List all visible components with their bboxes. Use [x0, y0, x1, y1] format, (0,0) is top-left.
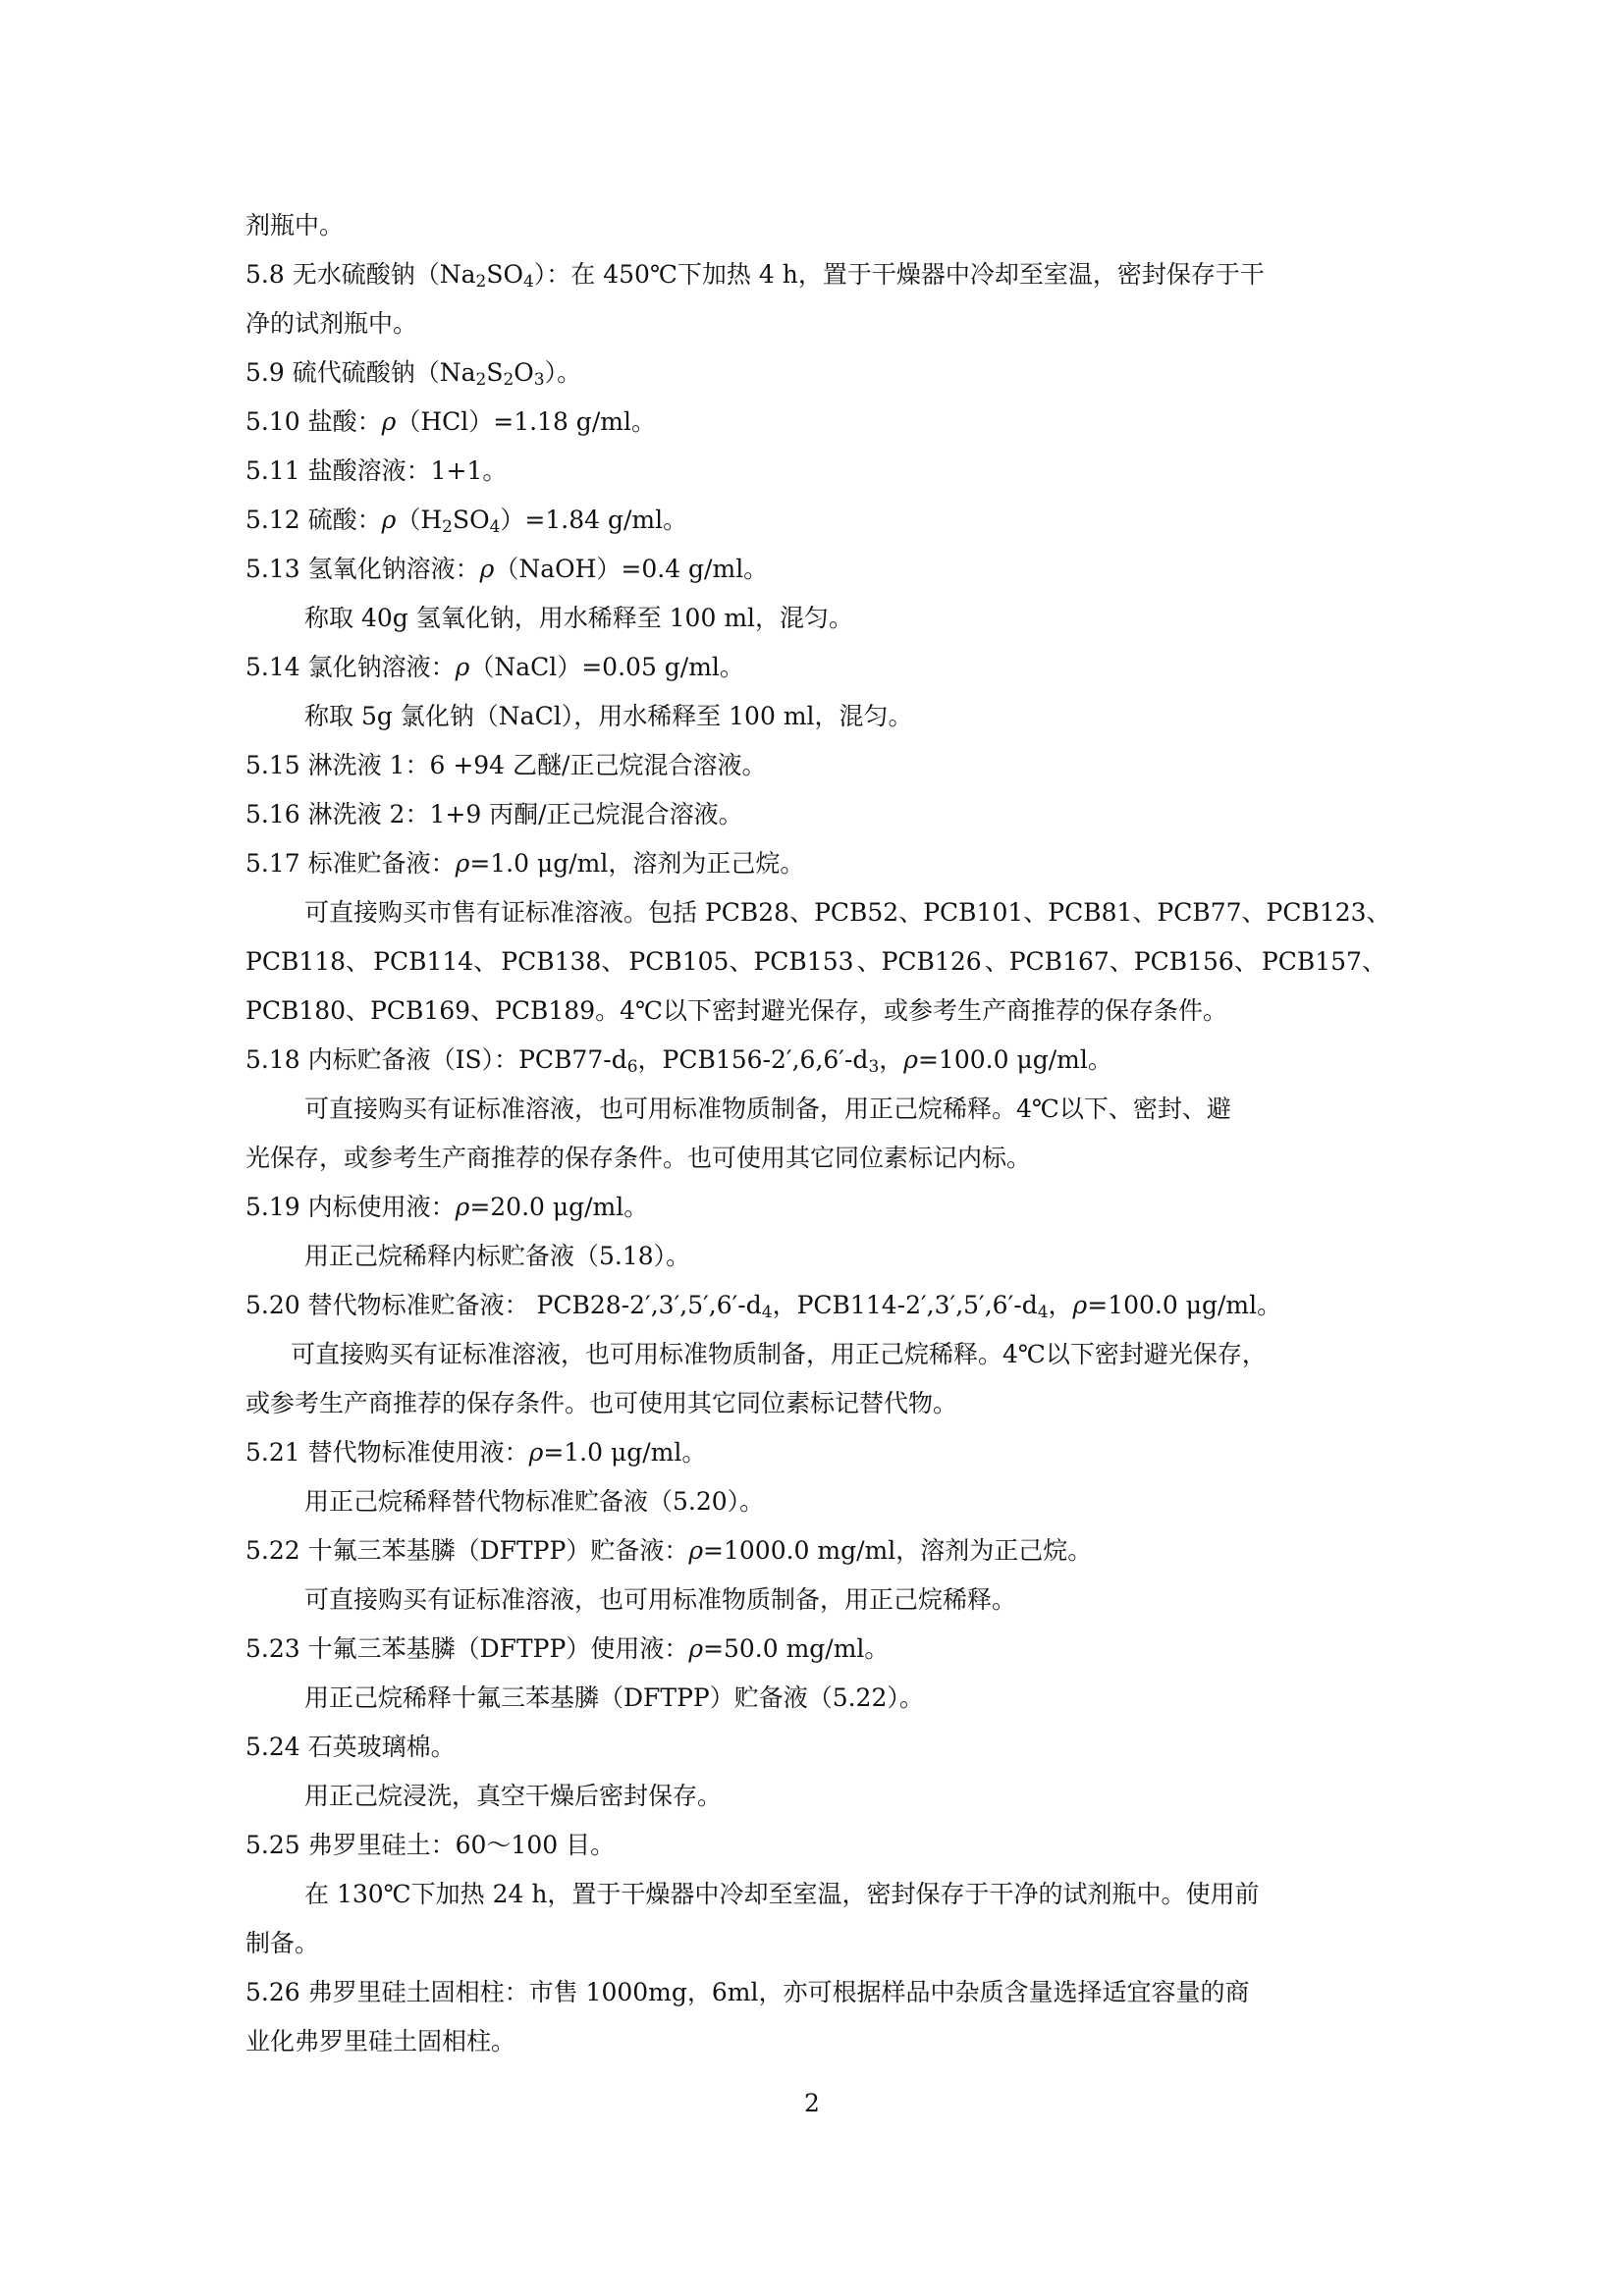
text-line: 业化弗罗里硅土固相柱。 — [245, 2027, 516, 2056]
pcb-list-line: PCB118、 PCB114、 PCB138、 PCB105、PCB153 、PCB126 、PCB167、PCB156、 PCB157、 — [245, 947, 1386, 976]
item-5-26: 5.26 弗罗里硅土固相柱：市售 1000mg，6ml，亦可根据样品中杂质含量选择适宜容量的商 — [245, 1978, 1250, 2006]
text-line: 用正己烷稀释替代物标准贮备液（5.20）。 — [304, 1487, 765, 1516]
text-line: 在 130℃下加热 24 h，置于干燥器中冷却至室温，密封保存于干净的试剂瓶中。使用前 — [304, 1880, 1260, 1908]
text-line: 光保存，或参考生产商推荐的保存条件。也可使用其它同位素标记内标。 — [245, 1144, 1032, 1172]
item-5-19: 5.19 内标使用液：ρ=20.0 μg/ml。 — [245, 1193, 649, 1221]
item-5-23: 5.23 十氟三苯基膦（DFTPP）使用液：ρ=50.0 mg/ml。 — [245, 1634, 890, 1663]
item-5-20: 5.20 替代物标准贮备液： $PCB28-2',3',5',6'-d_4$，$PCB114-2',3',5',6'-d_4$，ρ=100.0 μg/ml。 — [245, 1291, 1282, 1322]
text-line: 称取 5g 氯化钠（NaCl），用水稀释至 100 ml，混匀。 — [304, 702, 913, 730]
item-5-25: 5.25 弗罗里硅土：60～100 目。 — [245, 1831, 616, 1859]
item-5-17: 5.17 标准贮备液：ρ=1.0 μg/ml，溶剂为正己烷。 — [245, 849, 805, 878]
text-line: 净的试剂瓶中。 — [245, 309, 418, 338]
item-5-10: 5.10 盐酸：ρ（HCl）=1.18 g/ml。 — [245, 407, 656, 436]
item-5-15: 5.15 淋洗液 1：6 +94 乙醚/正己烷混合溶液。 — [245, 751, 767, 779]
item-5-8: 5.8 无水硫酸钠$(Na_2SO_4)$：在 450℃下加热 4 h，置于干燥器中冷却至室温，密封保存于干 — [245, 260, 1265, 292]
text-line: 用正己烷稀释十氟三苯基膦（DFTPP）贮备液（5.22）。 — [304, 1683, 924, 1712]
text-line: 可直接购买有证标准溶液，也可用标准物质制备，用正己烷稀释。4℃以下、密封、避 — [304, 1095, 1231, 1123]
text-line: 可直接购买有证标准溶液，也可用标准物质制备，用正己烷稀释。 — [304, 1585, 1017, 1614]
text-line: 或参考生产商推荐的保存条件。也可使用其它同位素标记替代物。 — [245, 1389, 958, 1417]
item-5-14: 5.14 氯化钠溶液：ρ（NaCl）=0.05 g/ml。 — [245, 653, 744, 681]
text-line: 用正己烷稀释内标贮备液（5.18）。 — [304, 1242, 691, 1270]
item-5-22: 5.22 十氟三苯基膦（DFTPP）贮备液：ρ=1000.0 mg/ml，溶剂为正己烷。 — [245, 1536, 1093, 1565]
item-5-21: 5.21 替代物标准使用液：ρ=1.0 μg/ml。 — [245, 1438, 707, 1467]
item-5-18: 5.18 内标贮备液（IS）：$PCB77-d_6$，$PCB156-2',6,6'-d_3$，ρ=100.0 μg/ml。 — [245, 1045, 1112, 1077]
item-5-24: 5.24 石英玻璃棉。 — [245, 1733, 456, 1761]
text-line: 可直接购买市售有证标准溶液。包括 PCB28、PCB52、PCB101、PCB81、PCB77、PCB123、 — [304, 898, 1391, 927]
item-5-16: 5.16 淋洗液 2：1+9 丙酮/正己烷混合溶液。 — [245, 800, 743, 828]
text-line: PCB180、PCB169、PCB189。4℃以下密封避光保存，或参考生产商推荐的保存条件。 — [245, 996, 1227, 1025]
item-5-13: 5.13 氢氧化钠溶液：ρ（NaOH）=0.4 g/ml。 — [245, 555, 769, 583]
text-line: 称取 40g 氢氧化钠，用水稀释至 100 ml，混匀。 — [304, 604, 854, 632]
text-line: 用正己烷浸洗，真空干燥后密封保存。 — [304, 1782, 723, 1810]
item-5-11: 5.11 盐酸溶液：1+1。 — [245, 456, 508, 485]
item-5-9: 5.9 硫代硫酸钠$(Na_2S_2O_3)$。 — [245, 358, 582, 390]
item-5-12: 5.12 硫酸：$\rho(H_2SO_4)=1.84$ g/ml。 — [245, 506, 688, 537]
text-line: 制备。 — [245, 1929, 320, 1957]
page-number: 2 — [804, 2089, 820, 2117]
text-line: 剂瓶中。 — [245, 211, 345, 240]
text-line: 可直接购买有证标准溶液，也可用标准物质制备，用正己烷稀释。4℃以下密封避光保存， — [291, 1340, 1267, 1368]
